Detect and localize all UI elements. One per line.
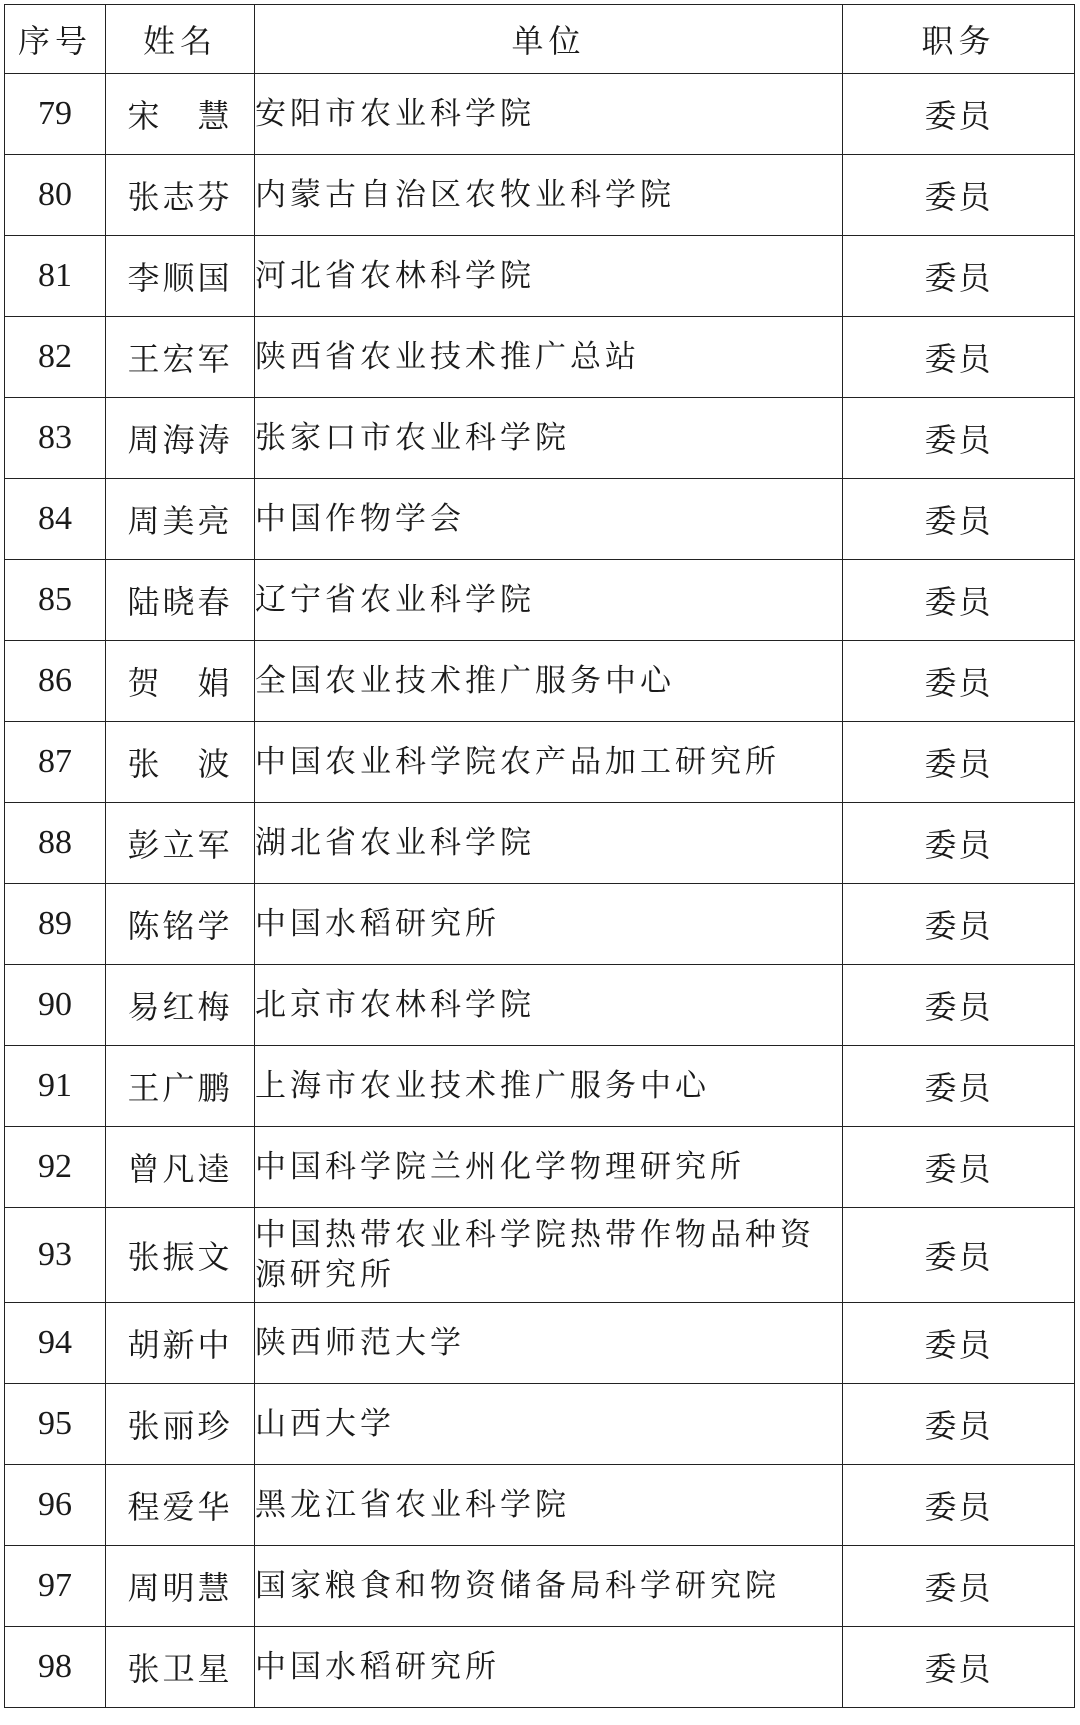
row-unit: 国家粮食和物资储备局科学研究院 [255,1546,843,1627]
row-number: 88 [5,803,106,884]
row-role: 委员 [843,1465,1075,1546]
row-number: 81 [5,236,106,317]
row-number: 95 [5,1384,106,1465]
row-role: 委员 [843,560,1075,641]
table-row [5,236,1075,317]
table-row [5,641,1075,722]
row-unit: 辽宁省农业科学院 [255,560,843,641]
row-name: 张卫星 [106,1627,255,1708]
row-name: 易红梅 [106,965,255,1046]
row-role: 委员 [843,1303,1075,1384]
row-name: 陆晓春 [106,560,255,641]
row-name: 程爱华 [106,1465,255,1546]
row-unit: 山西大学 [255,1384,843,1465]
table-row [5,479,1075,560]
header-name: 姓名 [106,5,255,74]
row-role: 委员 [843,965,1075,1046]
row-name: 彭立军 [106,803,255,884]
header-number: 序号 [5,5,106,74]
table-row [5,1208,1075,1303]
row-number: 90 [5,965,106,1046]
row-name: 王宏军 [106,317,255,398]
table-row [5,1046,1075,1127]
table-row [5,884,1075,965]
row-name: 张 波 [106,722,255,803]
row-role: 委员 [843,317,1075,398]
row-name: 张丽珍 [106,1384,255,1465]
table-row [5,1127,1075,1208]
row-number: 97 [5,1546,106,1627]
row-name: 周海涛 [106,398,255,479]
row-name: 曾凡逵 [106,1127,255,1208]
table-row [5,1627,1075,1708]
table-row [5,317,1075,398]
row-name: 胡新中 [106,1303,255,1384]
row-unit: 中国作物学会 [255,479,843,560]
row-unit: 河北省农林科学院 [255,236,843,317]
row-name: 李顺国 [106,236,255,317]
row-unit: 中国热带农业科学院热带作物品种资源研究所 [255,1208,843,1303]
row-unit: 陕西师范大学 [255,1303,843,1384]
table-row [5,1384,1075,1465]
row-name: 陈铭学 [106,884,255,965]
row-name: 张振文 [106,1208,255,1303]
row-number: 83 [5,398,106,479]
row-role: 委员 [843,74,1075,155]
row-unit: 湖北省农业科学院 [255,803,843,884]
row-name: 贺 娟 [106,641,255,722]
row-number: 86 [5,641,106,722]
row-name: 周明慧 [106,1546,255,1627]
header-role: 职务 [843,5,1075,74]
row-name: 周美亮 [106,479,255,560]
row-role: 委员 [843,155,1075,236]
row-name: 宋 慧 [106,74,255,155]
row-number: 91 [5,1046,106,1127]
row-role: 委员 [843,1627,1075,1708]
row-unit: 中国科学院兰州化学物理研究所 [255,1127,843,1208]
row-unit: 中国水稻研究所 [255,884,843,965]
table-row [5,1546,1075,1627]
row-number: 96 [5,1465,106,1546]
row-unit: 陕西省农业技术推广总站 [255,317,843,398]
row-role: 委员 [843,884,1075,965]
table-header-row [5,5,1075,74]
row-unit: 全国农业技术推广服务中心 [255,641,843,722]
row-role: 委员 [843,236,1075,317]
row-role: 委员 [843,1384,1075,1465]
row-role: 委员 [843,641,1075,722]
header-unit: 单位 [255,5,843,74]
row-number: 89 [5,884,106,965]
row-unit: 中国水稻研究所 [255,1627,843,1708]
row-number: 82 [5,317,106,398]
row-number: 92 [5,1127,106,1208]
row-role: 委员 [843,803,1075,884]
row-unit: 中国农业科学院农产品加工研究所 [255,722,843,803]
row-unit: 内蒙古自治区农牧业科学院 [255,155,843,236]
table-row [5,398,1075,479]
row-role: 委员 [843,1046,1075,1127]
row-number: 87 [5,722,106,803]
row-number: 80 [5,155,106,236]
table-row [5,155,1075,236]
table-row [5,803,1075,884]
table-row [5,1465,1075,1546]
table-row [5,560,1075,641]
row-number: 93 [5,1208,106,1303]
table-row [5,1303,1075,1384]
row-role: 委员 [843,1208,1075,1303]
row-role: 委员 [843,1546,1075,1627]
row-name: 张志芬 [106,155,255,236]
table-row [5,722,1075,803]
row-name: 王广鹏 [106,1046,255,1127]
row-role: 委员 [843,722,1075,803]
row-unit: 安阳市农业科学院 [255,74,843,155]
row-unit: 张家口市农业科学院 [255,398,843,479]
row-role: 委员 [843,398,1075,479]
row-unit: 上海市农业技术推广服务中心 [255,1046,843,1127]
row-number: 94 [5,1303,106,1384]
row-number: 84 [5,479,106,560]
row-unit: 北京市农林科学院 [255,965,843,1046]
row-number: 79 [5,74,106,155]
table-row [5,965,1075,1046]
member-table [4,4,1075,1708]
row-number: 98 [5,1627,106,1708]
row-number: 85 [5,560,106,641]
row-role: 委员 [843,1127,1075,1208]
row-role: 委员 [843,479,1075,560]
row-unit: 黑龙江省农业科学院 [255,1465,843,1546]
table-row [5,74,1075,155]
